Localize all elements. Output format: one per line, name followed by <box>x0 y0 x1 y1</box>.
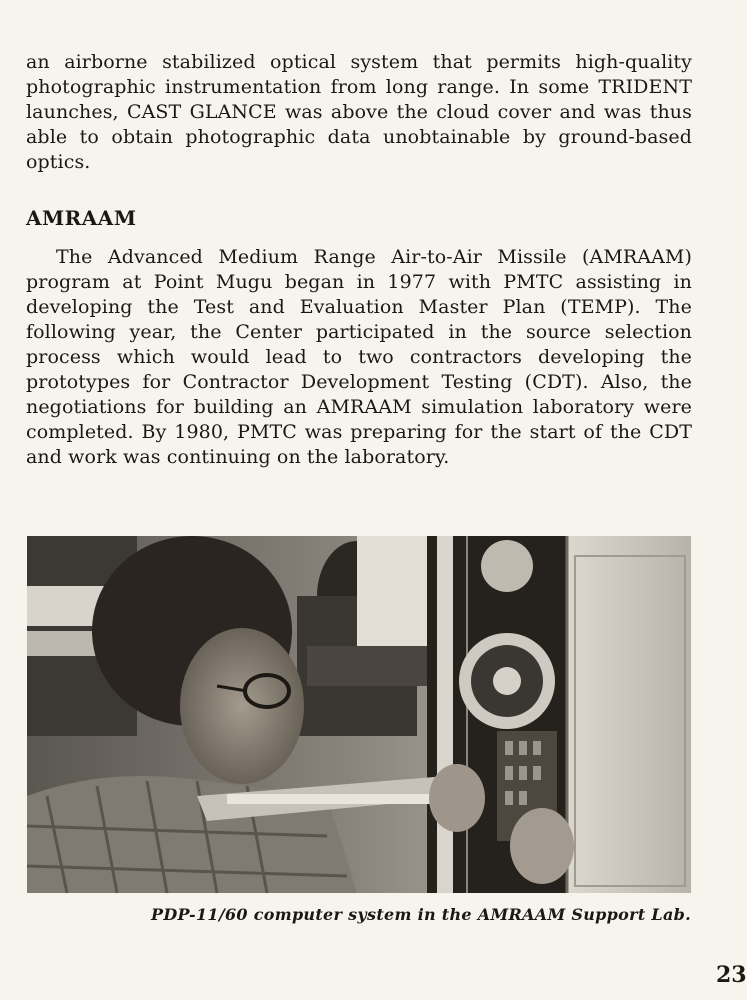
intro-text: an airborne stabilized optical system that permits high-quality photographic instrumentation from long range. In some TRIDENT launches, CAST GLANCE was above the cloud cover and was thus able to obtain photographic data unobtainable by ground-based optics. <box>26 51 692 173</box>
section-body <box>26 245 692 470</box>
figure-caption: PDP-11/60 computer system in the AMRAAM Support Lab. <box>151 905 691 924</box>
intro-paragraph <box>26 50 692 175</box>
section-body-text: The Advanced Medium Range Air-to-Air Missile (AMRAAM) program at Point Mugu began in 1977 with PMTC assisting in developing the Test and Evaluation Master Plan (TEMP). The following year, the Center participated in the source selection process which would lead to two contractors developing the prototypes for Contractor Development Testing (CDT). Also, the negotiations for building an AMRAAM simulation laboratory were completed. By 1980, PMTC was preparing for the start of the CDT and work was continuing on the laboratory. <box>26 246 692 468</box>
photo-illustration <box>27 536 691 893</box>
page-number: 23 <box>716 962 747 988</box>
section-heading: AMRAAM <box>26 206 137 230</box>
lab-photograph <box>27 536 691 893</box>
